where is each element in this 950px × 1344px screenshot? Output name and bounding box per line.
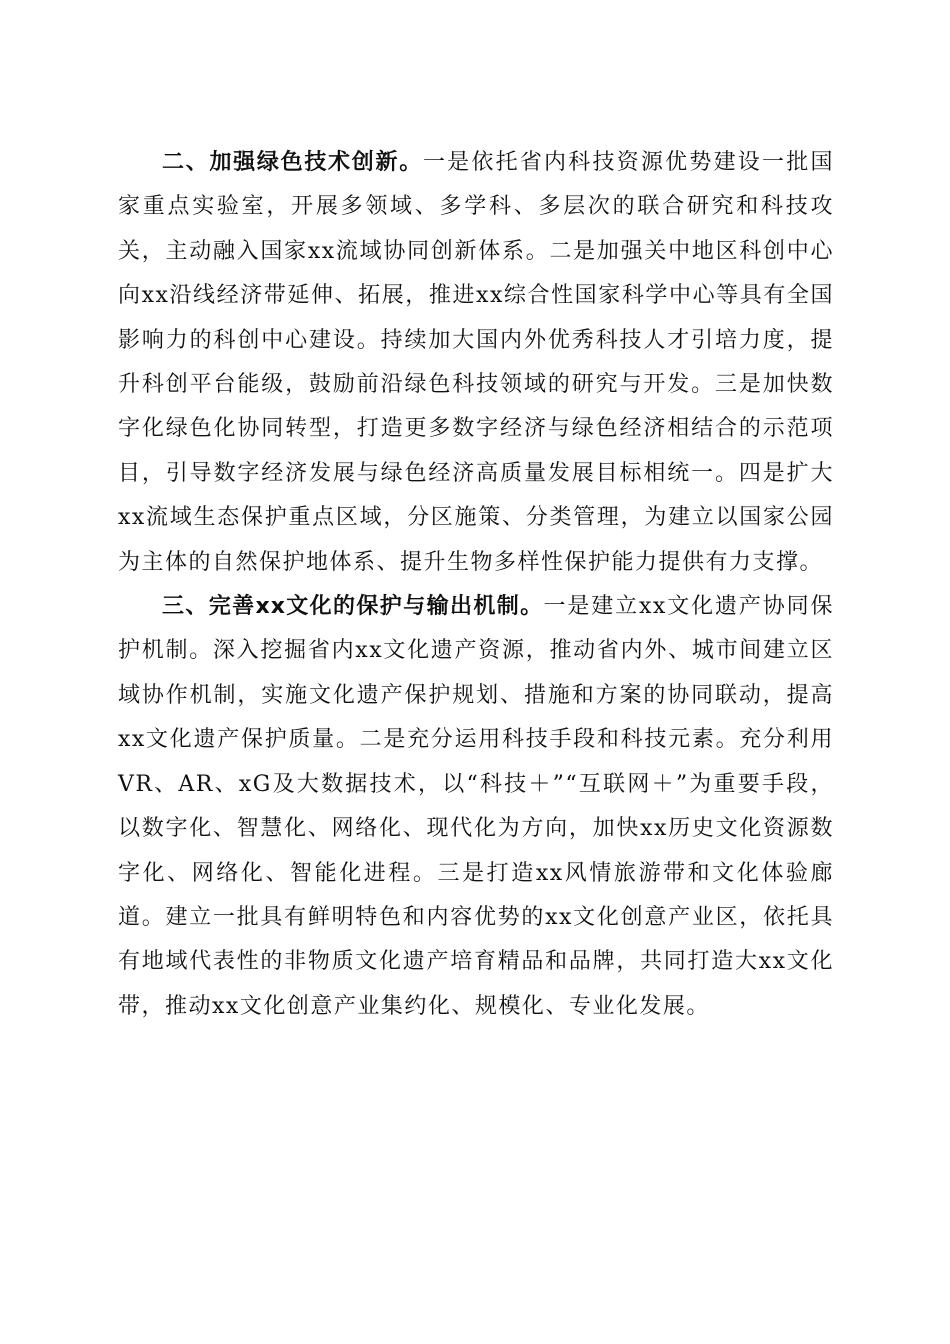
paragraph-body: 一是建立xx文化遗产协同保护机制。深入挖掘省内xx文化遗产资源，推动省内外、城市间建立区域协作机制，实施文化遗产保护规划、措施和方案的协同联动，提高xx文化遗产保护质量。二是充分运用科技手段和科技元素。充分利用VR、AR、xG及大数据技术，以“科技＋”“互联网＋”为重要手段，以数字化、智慧化、网络化、现代化为方向，加快xx历史文化资源数字化、网络化、智能化进程。三是打造xx风情旅游带和文化体验廊道。建立一批具有鲜明特色和内容优势的xx文化创意产业区，依托具有地域代表性的非物质文化遗产培育精品和品牌，共同打造大xx文化带，推动xx文化创意产业集约化、规模化、专业化发展。 xyxy=(118,594,834,1019)
paragraph-green-tech-innovation xyxy=(118,141,834,585)
paragraph-heading: 二、加强绿色技术创新。 xyxy=(162,150,423,175)
paragraph-culture-protection xyxy=(118,585,834,1029)
document-page xyxy=(118,141,834,1029)
paragraph-body: 一是依托省内科技资源优势建设一批国家重点实验室，开展多领域、多学科、多层次的联合研究和科技攻关，主动融入国家xx流域协同创新体系。二是加强关中地区科创中心向xx沿线经济带延伸、拓展，推进xx综合性国家科学中心等具有全国影响力的科创中心建设。持续加大国内外优秀科技人才引培力度，提升科创平台能级，鼓励前沿绿色科技领域的研究与开发。三是加快数字化绿色化协同转型，打造更多数字经济与绿色经济相结合的示范项目，引导数字经济发展与绿色经济高质量发展目标相统一。四是扩大xx流域生态保护重点区域，分区施策、分类管理，为建立以国家公园为主体的自然保护地体系、提升生物多样性保护能力提供有力支撑。 xyxy=(118,150,834,575)
paragraph-heading: 三、完善xx文化的保护与输出机制。 xyxy=(162,594,544,620)
